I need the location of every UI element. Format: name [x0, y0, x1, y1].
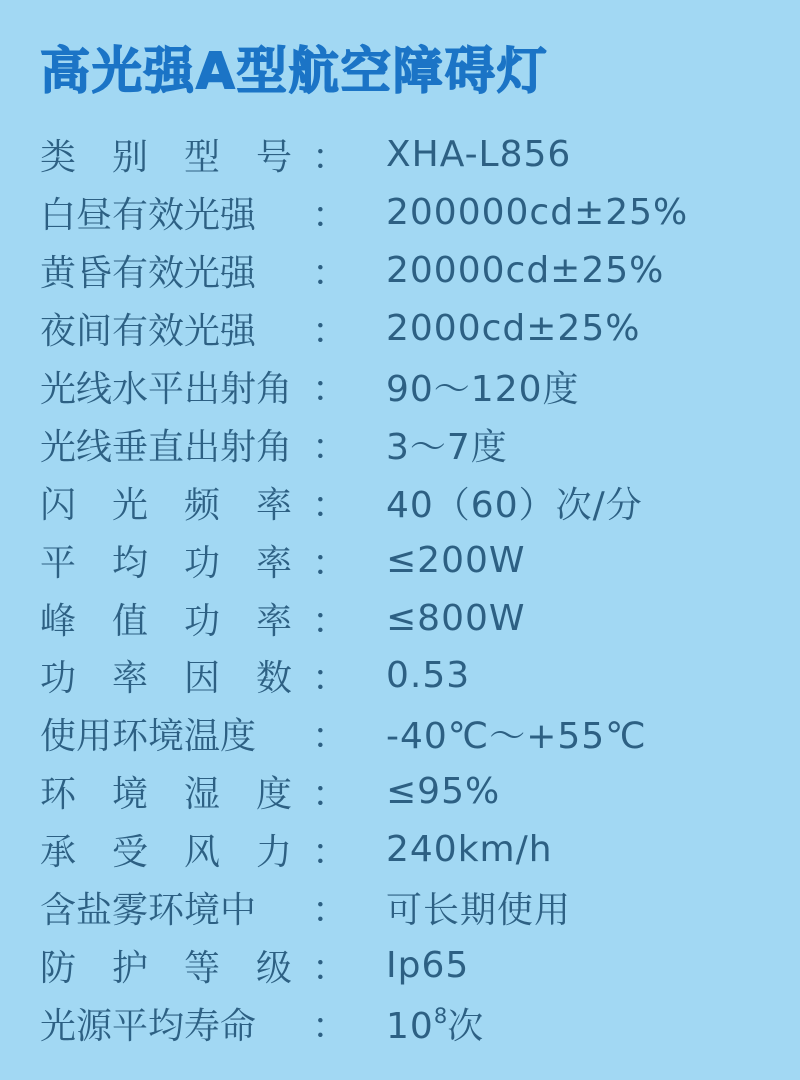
- spec-row: [40, 126, 776, 184]
- spec-value-text: XHA-L856: [386, 134, 572, 176]
- spec-label: 含盐雾环境中: [40, 890, 257, 932]
- spec-value: [386, 477, 776, 528]
- spec-row: [40, 647, 776, 705]
- spec-value: [386, 250, 776, 291]
- spec-row: [40, 589, 776, 647]
- spec-colon: ：: [312, 600, 349, 642]
- spec-row: [40, 705, 776, 763]
- spec-colon: ：: [312, 484, 349, 526]
- spec-label: 闪 光 频 率: [40, 484, 293, 526]
- spec-value: [386, 945, 776, 986]
- spec-label: 防 护 等 级: [40, 947, 293, 989]
- spec-colon: ：: [312, 716, 349, 758]
- spec-row: [40, 184, 776, 242]
- spec-label: 承 受 风 力: [40, 832, 293, 874]
- spec-value-text: ≤95%: [386, 771, 501, 813]
- spec-value: [386, 771, 776, 812]
- spec-label: 峰 值 功 率: [40, 600, 293, 642]
- page-title: 高光强A型航空障碍灯: [40, 42, 549, 100]
- spec-colon: ：: [312, 890, 349, 932]
- spec-value-text: Ip65: [386, 944, 470, 986]
- spec-value-text: 20000cd±25%: [386, 250, 665, 292]
- spec-label: 功 率 因 数: [40, 658, 293, 700]
- spec-row: [40, 821, 776, 879]
- spec-row: [40, 242, 776, 300]
- spec-value: [386, 598, 776, 639]
- spec-value-text: 2000cd±25%: [386, 308, 641, 350]
- spec-colon: ：: [312, 1005, 349, 1047]
- spec-value-text: ≤200W: [386, 539, 526, 581]
- spec-value: [386, 882, 776, 933]
- spec-value: [386, 998, 776, 1049]
- spec-label: 平 均 功 率: [40, 542, 293, 584]
- spec-row: [40, 879, 776, 937]
- spec-value: [386, 829, 776, 870]
- spec-value-text: ≤800W: [386, 597, 526, 639]
- spec-value-text: 240km/h: [386, 829, 553, 871]
- spec-row: [40, 763, 776, 821]
- spec-colon: ：: [312, 253, 349, 295]
- spec-row: [40, 300, 776, 358]
- spec-list: [40, 126, 776, 1052]
- spec-row: [40, 358, 776, 416]
- spec-value-suffix: 次: [447, 1005, 485, 1047]
- spec-value-text: -40℃～+55℃: [386, 716, 647, 758]
- spec-row: [40, 473, 776, 531]
- spec-value-text: 可长期使用: [386, 890, 572, 932]
- spec-value-text: 3～7度: [386, 426, 508, 468]
- spec-colon: ：: [312, 137, 349, 179]
- spec-label: 光线垂直出射角: [40, 426, 293, 468]
- spec-value-text: 90～120度: [386, 369, 580, 410]
- spec-label: 黄昏有效光强: [40, 253, 257, 295]
- spec-value: [386, 192, 776, 233]
- spec-label: 夜间有效光强: [40, 311, 257, 353]
- spec-label: 类 别 型 号: [40, 137, 293, 179]
- spec-colon: ：: [312, 311, 349, 353]
- spec-label: 环 境 湿 度: [40, 774, 293, 816]
- spec-value-text: 10: [386, 1005, 434, 1047]
- spec-value-superscript: 8: [433, 1003, 448, 1028]
- spec-row: [40, 415, 776, 473]
- spec-colon: ：: [312, 195, 349, 237]
- spec-value: [386, 308, 776, 349]
- spec-colon: ：: [312, 369, 349, 410]
- spec-colon: ：: [312, 947, 349, 989]
- spec-value-text: 0.53: [386, 655, 471, 697]
- spec-row: [40, 936, 776, 994]
- spec-value: [386, 655, 776, 696]
- spec-value: [386, 361, 776, 412]
- spec-row: [40, 994, 776, 1052]
- spec-value: [386, 708, 776, 759]
- spec-label: 光线水平出射角: [40, 369, 293, 410]
- spec-row: [40, 531, 776, 589]
- spec-colon: ：: [312, 832, 349, 874]
- spec-label: 光源平均寿命: [40, 1005, 257, 1047]
- spec-value-text: 200000cd±25%: [386, 192, 689, 234]
- spec-label: 白昼有效光强: [40, 195, 257, 237]
- spec-value: [386, 540, 776, 581]
- spec-colon: ：: [312, 658, 349, 700]
- spec-colon: ：: [312, 542, 349, 584]
- spec-colon: ：: [312, 426, 349, 468]
- spec-value: [386, 419, 776, 470]
- spec-value: [386, 134, 776, 175]
- spec-value-text: 40（60）次/分: [386, 484, 643, 526]
- spec-label: 使用环境温度: [40, 716, 257, 758]
- spec-colon: ：: [312, 774, 349, 816]
